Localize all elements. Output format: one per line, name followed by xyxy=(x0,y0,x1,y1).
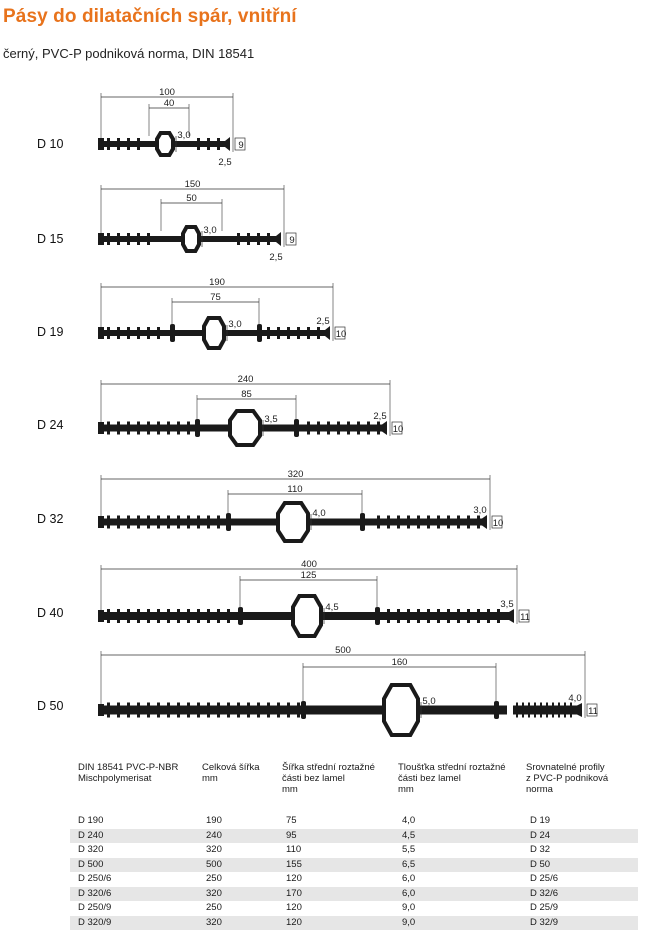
lamella-d19 xyxy=(127,327,130,339)
lamella-d10 xyxy=(217,138,220,150)
dim-height-d24: 10 xyxy=(392,424,404,435)
lamella-d32 xyxy=(377,516,380,529)
lamella-detail-d50 xyxy=(564,703,566,718)
dim-total-d10: 100 xyxy=(159,87,175,98)
lamella-d40 xyxy=(127,609,130,623)
lamella-d15 xyxy=(237,233,240,245)
lamella-d24 xyxy=(187,422,190,435)
lamella-d40 xyxy=(177,609,180,623)
page-subtitle: černý, PVC-P podniková norma, DIN 18541 xyxy=(3,46,255,61)
table-header-cell xyxy=(70,762,202,814)
lamella-d19 xyxy=(307,327,310,339)
table-cell: D 24 xyxy=(526,829,638,844)
lamella-d50 xyxy=(237,703,240,718)
profile-label-d40: D 40 xyxy=(37,606,64,620)
table-header-cell xyxy=(526,762,638,814)
dim-center-d10: 40 xyxy=(163,98,175,109)
lamella-detail-d50 xyxy=(534,703,536,718)
lamella-d10 xyxy=(137,138,140,150)
table-cell: 120 xyxy=(282,872,398,887)
end-flare-d24 xyxy=(382,421,387,435)
lamella-d40 xyxy=(447,609,450,623)
header-text: z PVC-P podniková norma xyxy=(526,773,609,795)
table-row xyxy=(70,858,638,873)
lamella-detail-d50 xyxy=(546,703,548,718)
table-cell: 190 xyxy=(202,814,282,829)
table-row xyxy=(70,901,638,916)
lamella-d24 xyxy=(167,422,170,435)
center-bulb-d32 xyxy=(278,503,308,541)
header-text: mm xyxy=(282,784,298,795)
lamella-d50 xyxy=(127,703,130,718)
lamella-d10 xyxy=(207,138,210,150)
table-cell: D 320/9 xyxy=(70,916,202,931)
table-cell: 320 xyxy=(202,843,282,858)
anchor-rib-d32 xyxy=(360,513,365,531)
lamella-d40 xyxy=(497,609,500,623)
table-row xyxy=(70,829,638,844)
lamella-d10 xyxy=(107,138,110,150)
end-flare-d32 xyxy=(482,515,487,529)
dim-height-d50: 11 xyxy=(588,706,598,717)
end-flare-d10 xyxy=(225,137,230,151)
lamella-d40 xyxy=(467,609,470,623)
lamella-d40 xyxy=(427,609,430,623)
lamella-d32 xyxy=(147,516,150,529)
lamella-d24 xyxy=(117,422,120,435)
table-cell: 320 xyxy=(202,916,282,931)
anchor-rib-d19 xyxy=(257,324,262,342)
center-bulb-d50 xyxy=(384,685,418,735)
lamella-d32 xyxy=(457,516,460,529)
lamella-d15 xyxy=(147,233,150,245)
lamella-d32 xyxy=(177,516,180,529)
dim-total-d15: 150 xyxy=(184,179,201,190)
anchor-rib-d24 xyxy=(294,419,299,437)
lamella-d40 xyxy=(437,609,440,623)
table-cell: 155 xyxy=(282,858,398,873)
lamella-d32 xyxy=(447,516,450,529)
table-cell: 170 xyxy=(282,887,398,902)
table-cell: 500 xyxy=(202,858,282,873)
dim-total-d50: 500 xyxy=(335,645,351,656)
anchor-rib-d24 xyxy=(195,419,200,437)
header-text: mm xyxy=(202,773,218,784)
end-bulb-left-d10 xyxy=(98,138,104,150)
profile-label-d19: D 19 xyxy=(37,325,64,339)
lamella-d15 xyxy=(117,233,120,245)
dim-center-d32: 110 xyxy=(287,484,303,495)
table-row xyxy=(70,916,638,931)
lamella-d15 xyxy=(107,233,110,245)
table-cell: D 19 xyxy=(526,814,638,829)
dim-edge-d10: 2,5 xyxy=(218,157,232,168)
anchor-rib-d40 xyxy=(238,607,243,625)
anchor-rib-d50 xyxy=(494,701,499,719)
lamella-d32 xyxy=(137,516,140,529)
center-bulb-d24 xyxy=(230,411,260,445)
end-bulb-left-d24 xyxy=(98,422,104,434)
anchor-rib-d40 xyxy=(375,607,380,625)
end-bulb-left-d50 xyxy=(98,704,104,716)
lamella-d19 xyxy=(267,327,270,339)
anchor-rib-d32 xyxy=(226,513,231,531)
end-bulb-left-d19 xyxy=(98,327,104,339)
table-cell: 320 xyxy=(202,887,282,902)
end-flare-d40 xyxy=(509,609,514,623)
lamella-d50 xyxy=(247,703,250,718)
lamella-d24 xyxy=(157,422,160,435)
lamella-d10 xyxy=(127,138,130,150)
table-cell: 9,0 xyxy=(398,901,526,916)
lamella-d19 xyxy=(317,327,320,339)
table-cell: 120 xyxy=(282,901,398,916)
page-title: Pásy do dilatačních spár, vnitřní xyxy=(3,6,297,27)
table-cell: 6,0 xyxy=(398,872,526,887)
lamella-d40 xyxy=(217,609,220,623)
lamella-d40 xyxy=(197,609,200,623)
table-cell: D 25/9 xyxy=(526,901,638,916)
lamella-d24 xyxy=(137,422,140,435)
dim-center-d40: 125 xyxy=(300,570,317,581)
header-text: DIN 18541 PVC-P-NBR xyxy=(78,762,179,773)
lamella-d40 xyxy=(387,609,390,623)
lamella-d50 xyxy=(217,703,220,718)
lamella-detail-d50 xyxy=(528,703,530,718)
lamella-d32 xyxy=(167,516,170,529)
header-text: Šířka střední roztažné xyxy=(282,762,375,773)
dim-thickness-d32: 4,0 xyxy=(312,508,326,519)
lamella-d15 xyxy=(257,233,260,245)
lamella-d24 xyxy=(307,422,310,435)
lamella-detail-d50 xyxy=(570,703,572,718)
lamella-d32 xyxy=(217,516,220,529)
lamella-d32 xyxy=(107,516,110,529)
table-cell: 250 xyxy=(202,872,282,887)
table-header-cell xyxy=(202,762,282,814)
lamella-d19 xyxy=(287,327,290,339)
lamella-d40 xyxy=(117,609,120,623)
dim-total-d24: 240 xyxy=(237,374,254,385)
end-bulb-left-d15 xyxy=(98,233,104,245)
table-row xyxy=(70,814,638,829)
center-bulb-d40 xyxy=(293,596,321,636)
lamella-d40 xyxy=(417,609,420,623)
dim-total-d40: 400 xyxy=(301,559,317,570)
lamella-d32 xyxy=(417,516,420,529)
dim-thickness-d24: 3,5 xyxy=(264,414,278,425)
table-cell: D 320/6 xyxy=(70,887,202,902)
lamella-d15 xyxy=(247,233,250,245)
table-cell: D 240 xyxy=(70,829,202,844)
lamella-d50 xyxy=(197,703,200,718)
table-cell: 250 xyxy=(202,901,282,916)
lamella-d19 xyxy=(137,327,140,339)
lamella-d40 xyxy=(167,609,170,623)
lamella-d32 xyxy=(407,516,410,529)
lamella-d40 xyxy=(457,609,460,623)
lamella-detail-d50 xyxy=(552,703,554,718)
lamella-d50 xyxy=(137,703,140,718)
dim-center-d15: 50 xyxy=(186,193,197,204)
header-text: části bez lamel xyxy=(282,773,345,784)
center-bulb-d10 xyxy=(157,133,173,155)
lamella-d50 xyxy=(267,703,270,718)
lamella-detail-d50 xyxy=(558,703,560,718)
lamella-d24 xyxy=(377,422,380,435)
table-cell: D 250/9 xyxy=(70,901,202,916)
lamella-d40 xyxy=(157,609,160,623)
lamella-d24 xyxy=(317,422,320,435)
lamella-d40 xyxy=(207,609,210,623)
dim-center-d19: 75 xyxy=(210,292,221,303)
lamella-d15 xyxy=(267,233,270,245)
lamella-detail-d50 xyxy=(522,703,524,718)
dim-thickness-d40: 4,5 xyxy=(325,602,339,613)
dim-height-d10: 9 xyxy=(238,140,244,151)
lamella-d40 xyxy=(397,609,400,623)
table-cell: D 32 xyxy=(526,843,638,858)
lamella-d50 xyxy=(207,703,210,718)
lamella-d50 xyxy=(117,703,120,718)
table-cell: 120 xyxy=(282,916,398,931)
lamella-d40 xyxy=(487,609,490,623)
lamella-d50 xyxy=(257,703,260,718)
dim-center-d50: 160 xyxy=(391,657,408,668)
end-flare-d19 xyxy=(325,326,330,340)
center-bulb-d19 xyxy=(204,318,224,348)
profile-label-d50: D 50 xyxy=(37,699,64,713)
lamella-d24 xyxy=(357,422,360,435)
center-bulb-d15 xyxy=(183,227,199,251)
table-cell: 110 xyxy=(282,843,398,858)
profile-label-d10: D 10 xyxy=(37,137,64,151)
lamella-d19 xyxy=(107,327,110,339)
lamella-d24 xyxy=(147,422,150,435)
table-cell: D 50 xyxy=(526,858,638,873)
table-cell: 5,5 xyxy=(398,843,526,858)
lamella-d24 xyxy=(367,422,370,435)
lamella-d40 xyxy=(107,609,110,623)
header-text: části bez lamel xyxy=(398,773,461,784)
lamella-d40 xyxy=(407,609,410,623)
table-cell: 4,0 xyxy=(398,814,526,829)
table-header-cell xyxy=(398,762,526,814)
lamella-d32 xyxy=(427,516,430,529)
dim-edge-d40: 3,5 xyxy=(500,599,514,610)
lamella-d32 xyxy=(157,516,160,529)
header-text: Mischpolymerisat xyxy=(78,773,152,784)
profile-label-d15: D 15 xyxy=(37,232,64,246)
lamella-d19 xyxy=(117,327,120,339)
table-cell: D 500 xyxy=(70,858,202,873)
lamella-d32 xyxy=(187,516,190,529)
lamella-d19 xyxy=(297,327,300,339)
lamella-d10 xyxy=(117,138,120,150)
lamella-d19 xyxy=(157,327,160,339)
dim-height-d19: 10 xyxy=(335,329,347,340)
profile-label-d32: D 32 xyxy=(37,512,64,526)
lamella-d32 xyxy=(437,516,440,529)
lamella-d50 xyxy=(287,703,290,718)
lamella-d10 xyxy=(197,138,200,150)
lamella-d50 xyxy=(147,703,150,718)
lamella-d24 xyxy=(337,422,340,435)
lamella-d19 xyxy=(147,327,150,339)
dim-height-d15: 9 xyxy=(289,235,295,246)
lamella-d50 xyxy=(177,703,180,718)
table-cell: 4,5 xyxy=(398,829,526,844)
specs-table xyxy=(70,762,638,930)
table-cell: D 250/6 xyxy=(70,872,202,887)
dim-height-d32: 10 xyxy=(492,518,504,529)
table-row xyxy=(70,887,638,902)
dim-center-d24: 85 xyxy=(241,389,252,400)
lamella-d40 xyxy=(137,609,140,623)
dim-thickness-d15: 3,0 xyxy=(203,225,217,236)
lamella-d50 xyxy=(187,703,190,718)
lamella-d15 xyxy=(127,233,130,245)
lamella-d50 xyxy=(277,703,280,718)
lamella-d19 xyxy=(277,327,280,339)
table-cell: D 25/6 xyxy=(526,872,638,887)
lamella-d50 xyxy=(227,703,230,718)
lamella-d15 xyxy=(137,233,140,245)
table-cell: 6,5 xyxy=(398,858,526,873)
table-cell: 95 xyxy=(282,829,398,844)
dim-edge-d24: 2,5 xyxy=(373,411,387,422)
header-text: Tloušťka střední roztažné xyxy=(398,762,506,773)
lamella-detail-d50 xyxy=(540,703,542,718)
table-cell: 75 xyxy=(282,814,398,829)
lamella-d32 xyxy=(477,516,480,529)
dim-thickness-d10: 3,0 xyxy=(177,130,191,141)
dim-edge-d50: 4,0 xyxy=(568,693,582,704)
lamella-d32 xyxy=(467,516,470,529)
dim-edge-d32: 3,0 xyxy=(473,505,487,516)
lamella-d24 xyxy=(107,422,110,435)
lamella-d32 xyxy=(197,516,200,529)
dim-total-d32: 320 xyxy=(287,469,304,480)
table-cell: D 32/9 xyxy=(526,916,638,931)
dim-thickness-d50: 5,0 xyxy=(422,696,436,707)
table-cell: D 320 xyxy=(70,843,202,858)
end-flare-d50 xyxy=(577,703,582,717)
table-cell: 6,0 xyxy=(398,887,526,902)
lamella-d24 xyxy=(127,422,130,435)
header-text: Srovnatelné profily xyxy=(526,762,605,773)
lamella-d40 xyxy=(147,609,150,623)
anchor-rib-d19 xyxy=(170,324,175,342)
table-cell: 9,0 xyxy=(398,916,526,931)
dim-edge-d19: 2,5 xyxy=(316,316,330,327)
lamella-d50 xyxy=(107,703,110,718)
profile-label-d24: D 24 xyxy=(37,418,64,432)
table-cell: D 190 xyxy=(70,814,202,829)
lamella-d40 xyxy=(227,609,230,623)
lamella-d50 xyxy=(167,703,170,718)
lamella-d40 xyxy=(187,609,190,623)
lamella-d32 xyxy=(207,516,210,529)
table-header-cell xyxy=(282,762,398,814)
dim-total-d19: 190 xyxy=(209,277,225,288)
lamella-d40 xyxy=(477,609,480,623)
table-header-row xyxy=(70,762,638,814)
header-text: mm xyxy=(398,784,414,795)
table-row xyxy=(70,843,638,858)
header-text: Celková šířka xyxy=(202,762,260,773)
end-bulb-left-d40 xyxy=(98,610,104,622)
lamella-d32 xyxy=(117,516,120,529)
table-row xyxy=(70,872,638,887)
lamella-d24 xyxy=(327,422,330,435)
lamella-d50 xyxy=(157,703,160,718)
lamella-d32 xyxy=(397,516,400,529)
anchor-rib-d50 xyxy=(301,701,306,719)
lamella-d24 xyxy=(347,422,350,435)
lamella-detail-d50 xyxy=(516,703,518,718)
end-flare-d15 xyxy=(276,232,281,246)
dim-thickness-d19: 3,0 xyxy=(228,319,242,330)
lamella-d24 xyxy=(177,422,180,435)
table-cell: D 32/6 xyxy=(526,887,638,902)
dim-edge-d15: 2,5 xyxy=(269,252,283,263)
lamella-d50 xyxy=(297,703,300,718)
table-cell: 240 xyxy=(202,829,282,844)
lamella-d32 xyxy=(387,516,390,529)
end-bulb-left-d32 xyxy=(98,516,104,528)
dim-height-d40: 11 xyxy=(520,612,530,623)
lamella-d32 xyxy=(127,516,130,529)
